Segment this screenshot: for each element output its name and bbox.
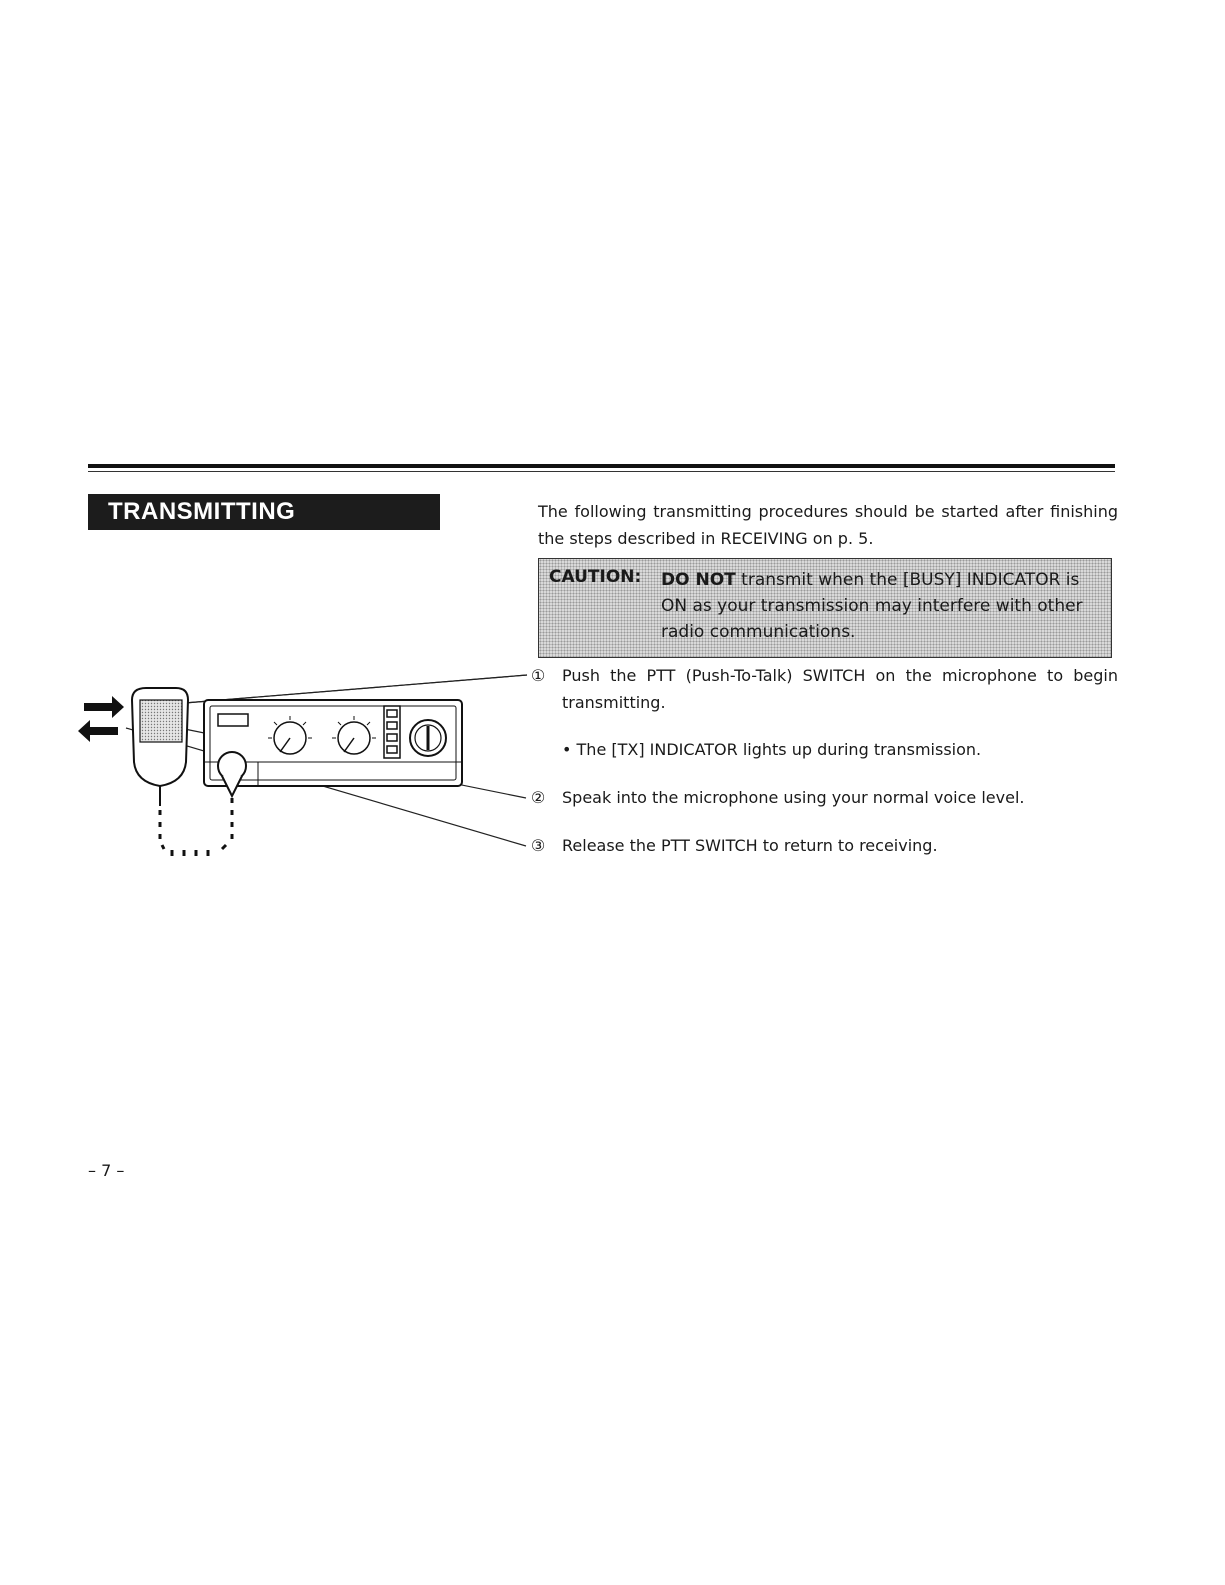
mic-cord — [160, 798, 232, 856]
step-1-text: Push the PTT (Push-To-Talk) SWITCH on the microphone to begin transmitting. — [562, 666, 1118, 712]
microphone-icon — [132, 688, 188, 806]
caution-body: transmit when the [BUSY] INDICATOR is ON as your transmission may interfere with other radio communications. — [661, 570, 1083, 642]
top-rule-thin — [88, 471, 1115, 472]
step-1 — [528, 662, 1118, 716]
caution-box — [538, 558, 1112, 658]
leader-lines — [126, 675, 527, 846]
step-2-number: ② — [530, 788, 546, 807]
step-1-number: ① — [530, 666, 546, 685]
step-2-text: Speak into the microphone using your normal voice level. — [562, 788, 1025, 807]
step-3 — [528, 832, 1118, 859]
indicator-buttons — [384, 706, 400, 758]
channel-selector-icon — [410, 720, 446, 756]
step-2 — [528, 784, 1118, 811]
squelch-knob-icon — [332, 716, 376, 754]
intro-paragraph: The following transmitting procedures should be started after finishing the steps described in RECEIVING on p. 5. — [538, 502, 1118, 548]
caution-label: CAUTION: — [549, 567, 642, 587]
step-3-text: Release the PTT SWITCH to return to receiving. — [562, 836, 938, 855]
top-rule — [88, 464, 1115, 468]
push-arrow-icon — [84, 696, 124, 718]
volume-knob-icon — [268, 716, 312, 754]
caution-text — [661, 567, 1101, 645]
step-3-number: ③ — [530, 836, 546, 855]
tx-indicator-note: • The [TX] INDICATOR lights up during transmission. — [562, 740, 982, 759]
page-number: – 7 – — [88, 1161, 125, 1180]
caution-lead: DO NOT — [661, 570, 736, 590]
radio-unit — [204, 700, 462, 786]
mic-connector-icon — [218, 752, 246, 796]
release-arrow-icon — [78, 720, 118, 742]
section-heading: TRANSMITTING — [88, 494, 440, 530]
